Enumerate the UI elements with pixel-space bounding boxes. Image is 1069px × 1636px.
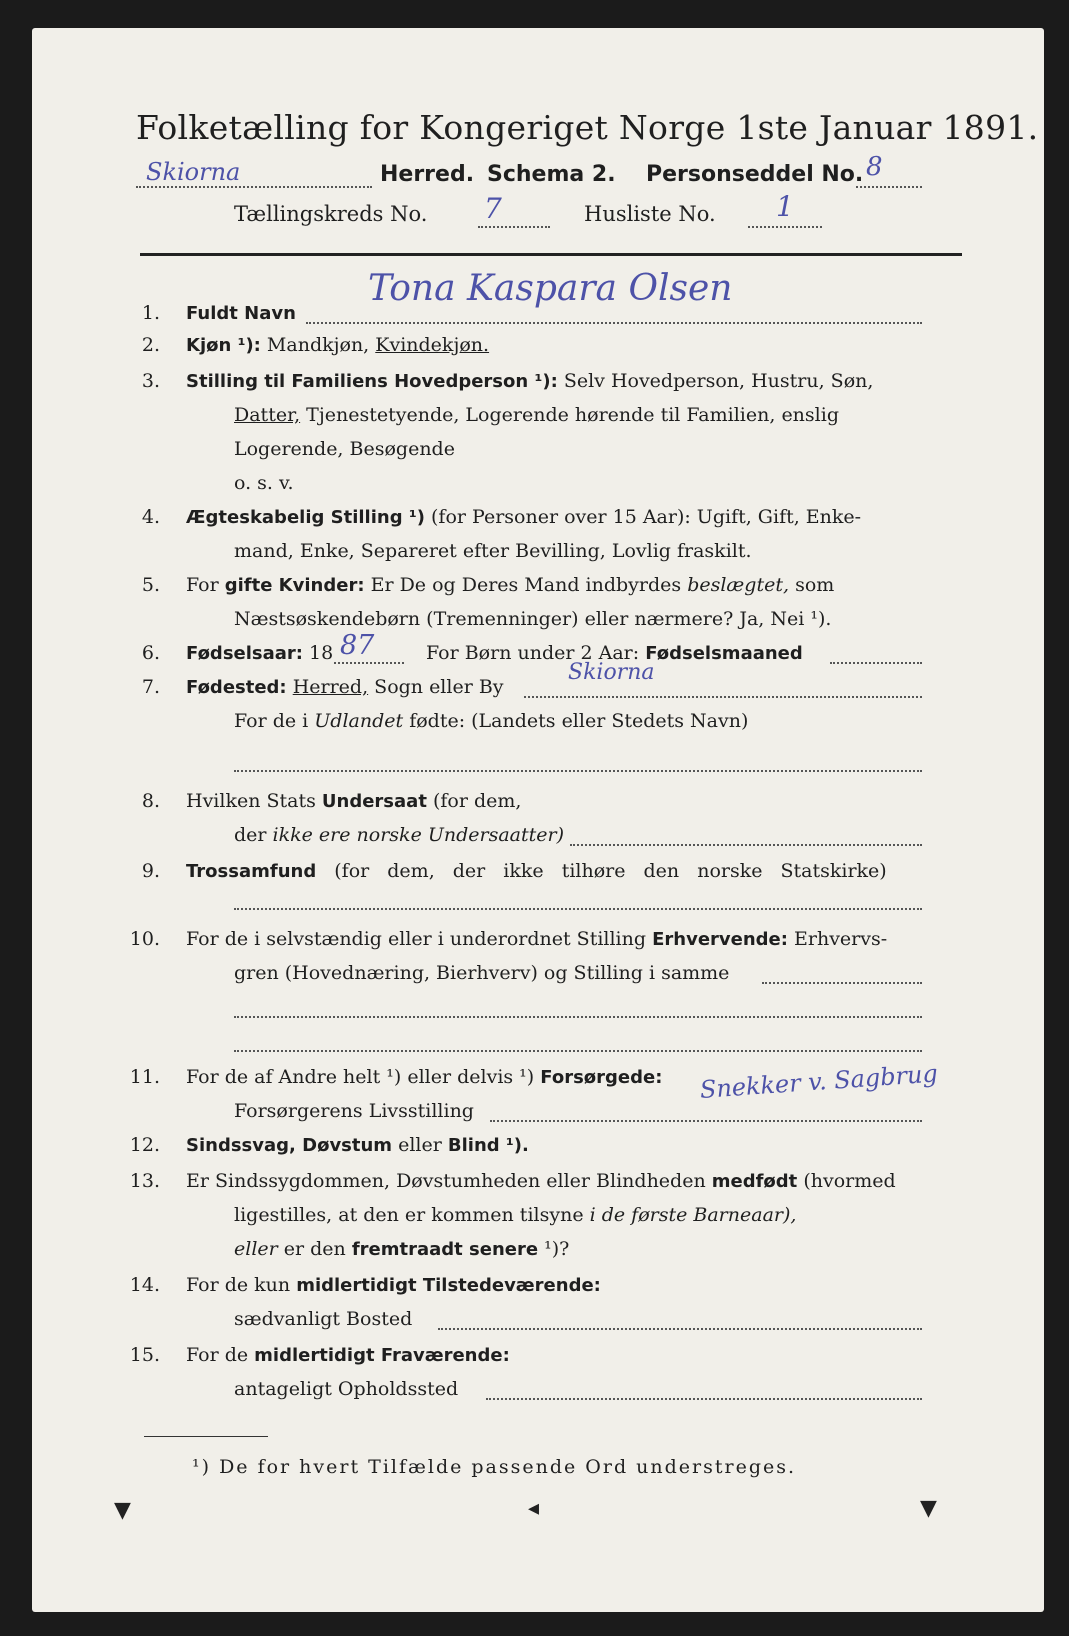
q12-number: 12.	[129, 1134, 160, 1156]
footnote: ¹) De for hvert Tilfælde passende Ord understreges.	[192, 1456, 797, 1478]
q15-line1	[186, 1344, 510, 1366]
q10-dotted-line-b	[234, 1016, 922, 1018]
q14-number: 14.	[129, 1274, 160, 1296]
registration-mark-left-icon: ▼	[114, 1498, 131, 1523]
q15-number: 15.	[129, 1344, 160, 1366]
q15-label: midlertidigt Fraværende:	[254, 1345, 510, 1366]
q9-dotted-line	[234, 908, 922, 910]
q13-b: (hvormed	[803, 1170, 896, 1192]
q12-label: Sindssvag, Døvstum	[186, 1135, 393, 1156]
q7-line1	[186, 676, 504, 698]
q13-line3-c: ¹)?	[544, 1238, 570, 1260]
q4-number: 4.	[141, 506, 160, 528]
q4-label: Ægteskabelig Stilling ¹)	[186, 507, 425, 528]
q5-number: 5.	[141, 574, 160, 596]
q8-line1	[186, 790, 521, 812]
q3-label: Stilling til Familiens Hovedperson ¹):	[186, 371, 558, 392]
kreds-value: 7	[484, 192, 502, 225]
q10-a: For de i selvstændig eller i underordnet Stilling	[186, 928, 647, 950]
q11-value: Snekker v. Sagbrug	[699, 1059, 939, 1104]
herred-dotted-line	[136, 186, 372, 188]
q6-year-dotted-line	[334, 662, 404, 664]
q5-line1-text: Er De og Deres Mand indbyrdes	[370, 574, 682, 596]
q15-dotted-line	[486, 1398, 922, 1400]
q14-line2: sædvanligt Bosted	[234, 1308, 413, 1330]
q12-label2: Blind ¹).	[447, 1135, 529, 1156]
q3-line2	[234, 404, 839, 426]
q1-label: Fuldt Navn	[186, 303, 296, 324]
q11-label: Forsørgede:	[540, 1067, 663, 1088]
q12-b: eller	[398, 1134, 442, 1156]
q12-line	[186, 1134, 529, 1156]
q3-line1-text: Selv Hovedperson, Hustru, Søn,	[563, 370, 874, 392]
q11-a: For de af Andre helt ¹) eller delvis ¹)	[186, 1066, 535, 1088]
registration-mark-right-icon: ▼	[920, 1496, 937, 1521]
q7-rest: Sogn eller By	[374, 676, 504, 698]
q1-value: Tona Kaspara Olsen	[368, 268, 733, 309]
husliste-value: 1	[776, 190, 794, 223]
q7-line2	[234, 710, 748, 732]
q7-dotted-line	[524, 696, 922, 698]
q4-line2: mand, Enke, Separeret efter Bevilling, Lovlig fraskilt.	[234, 540, 752, 562]
q13-line2-italic: i de første Barneaar),	[589, 1204, 797, 1226]
q3-line1	[186, 370, 873, 392]
q7-label: Fødested:	[186, 677, 287, 698]
q5-prefix: For	[186, 574, 219, 596]
q8-number: 8.	[141, 790, 160, 812]
q8-line2-italic: ikke ere norske Undersaatter)	[272, 824, 565, 846]
q8-label: Undersaat	[321, 791, 427, 812]
q13-a: Er Sindssygdommen, Døvstumheden eller Blindheden	[186, 1170, 706, 1192]
q2-label: Kjøn ¹):	[186, 335, 261, 356]
herred-label: Herred.	[380, 162, 475, 187]
q10-b: Erhvervs-	[794, 928, 888, 950]
q13-label: medfødt	[711, 1171, 798, 1192]
q7-line2-italic: Udlandet	[314, 710, 404, 732]
q2-option-male: Mandkjøn,	[266, 334, 370, 356]
schema-label: Schema 2.	[487, 162, 616, 187]
q11-number: 11.	[129, 1066, 160, 1088]
q11-line2: Forsørgerens Livsstilling	[234, 1100, 474, 1122]
herred-value: Skiorna	[146, 158, 241, 186]
husliste-dotted-line	[748, 226, 822, 228]
q2-option-female: Kvindekjøn.	[375, 334, 490, 356]
q14-a: For de kun	[186, 1274, 291, 1296]
q11-dotted-line	[490, 1120, 922, 1122]
q8-b: (for dem,	[432, 790, 522, 812]
personseddel-value: 8	[866, 152, 883, 182]
q2-number: 2.	[141, 334, 160, 356]
q5-italic: beslægtet,	[687, 574, 790, 596]
q13-line2	[234, 1204, 796, 1226]
q6-month-dotted-line	[830, 662, 922, 664]
q1-number: 1.	[141, 302, 160, 324]
husliste-label: Husliste No.	[584, 202, 716, 226]
q15-a: For de	[186, 1344, 249, 1366]
q7-line2-b: fødte: (Landets eller Stedets Navn)	[409, 710, 749, 732]
q11-line1	[186, 1066, 662, 1088]
q10-dotted-line-a	[762, 982, 922, 984]
q8-line2-a: der	[234, 824, 267, 846]
q3-line2-text: Tjenestetyende, Logerende hørende til Familien, enslig	[306, 404, 839, 426]
q10-dotted-line-c	[234, 1050, 922, 1052]
footnote-rule	[144, 1436, 268, 1437]
kreds-dotted-line	[478, 226, 550, 228]
q9-text: (for dem, der ikke tilhøre den norske Statskirke)	[334, 860, 887, 882]
header-rule	[140, 253, 962, 256]
q6-value: 87	[340, 630, 375, 661]
q6-mid: For Børn under 2 Aar:	[426, 642, 640, 664]
q7-number: 7.	[141, 676, 160, 698]
q13-number: 13.	[129, 1170, 160, 1192]
q14-line1	[186, 1274, 601, 1296]
q4-line1-text: (for Personer over 15 Aar): Ugift, Gift, Enke-	[431, 506, 862, 528]
form-title: Folketælling for Kongeriget Norge 1ste Januar 1891.	[136, 108, 1039, 147]
q10-line2: gren (Hovednæring, Bierhverv) og Stilling i samme	[234, 962, 730, 984]
q7-foreign-dotted-line	[234, 770, 922, 772]
q1-dotted-line	[306, 322, 922, 324]
q5-end: som	[795, 574, 835, 596]
q8-dotted-line	[570, 844, 922, 846]
q13-line3	[234, 1238, 569, 1260]
q6-prefix: 18	[309, 642, 334, 664]
q6-line	[186, 642, 333, 664]
kreds-label: Tællingskreds No.	[234, 202, 428, 226]
q13-line3-a: er den	[283, 1238, 346, 1260]
q9-label: Trossamfund	[186, 861, 317, 882]
q6-number: 6.	[141, 642, 160, 664]
personseddel-label: Personseddel No.	[646, 162, 864, 187]
q13-line3-italic: eller	[234, 1238, 278, 1260]
q10-label: Erhvervende:	[652, 929, 788, 950]
q7-line2-a: For de i	[234, 710, 309, 732]
q14-dotted-line	[438, 1328, 922, 1330]
q7-option-herred: Herred,	[292, 676, 369, 698]
q3-line3: Logerende, Besøgende	[234, 438, 455, 460]
registration-mark-center-icon: ◂	[528, 1496, 540, 1521]
q8-a: Hvilken Stats	[186, 790, 316, 812]
personseddel-dotted-line	[856, 186, 922, 188]
q15-line2: antageligt Opholdssted	[234, 1378, 459, 1400]
q13-line2-a: ligestilles, at den er kommen tilsyne	[234, 1204, 584, 1226]
q14-label: midlertidigt Tilstedeværende:	[296, 1275, 601, 1296]
q7-value: Skiorna	[568, 660, 655, 685]
q9-line1	[186, 860, 887, 882]
q4-line1	[186, 506, 861, 528]
q13-line1	[186, 1170, 896, 1192]
q5-line1	[186, 574, 834, 596]
q3-line4: o. s. v.	[234, 472, 294, 494]
q8-line2	[234, 824, 564, 846]
q3-number: 3.	[141, 370, 160, 392]
q10-line1	[186, 928, 887, 950]
q10-number: 10.	[129, 928, 160, 950]
q5-label: gifte Kvinder:	[224, 575, 365, 596]
q5-line2: Næstsøskendebørn (Tremenninger) eller nærmere? Ja, Nei ¹).	[234, 608, 832, 630]
census-form-page	[32, 28, 1044, 1612]
q2-line	[186, 334, 489, 356]
q3-option-datter: Datter,	[234, 404, 301, 426]
q9-number: 9.	[141, 860, 160, 882]
q6-label2: Fødselsmaaned	[645, 643, 803, 664]
q6-label: Fødselsaar:	[186, 643, 303, 664]
q13-line3-bold: fremtraadt senere	[351, 1239, 539, 1260]
